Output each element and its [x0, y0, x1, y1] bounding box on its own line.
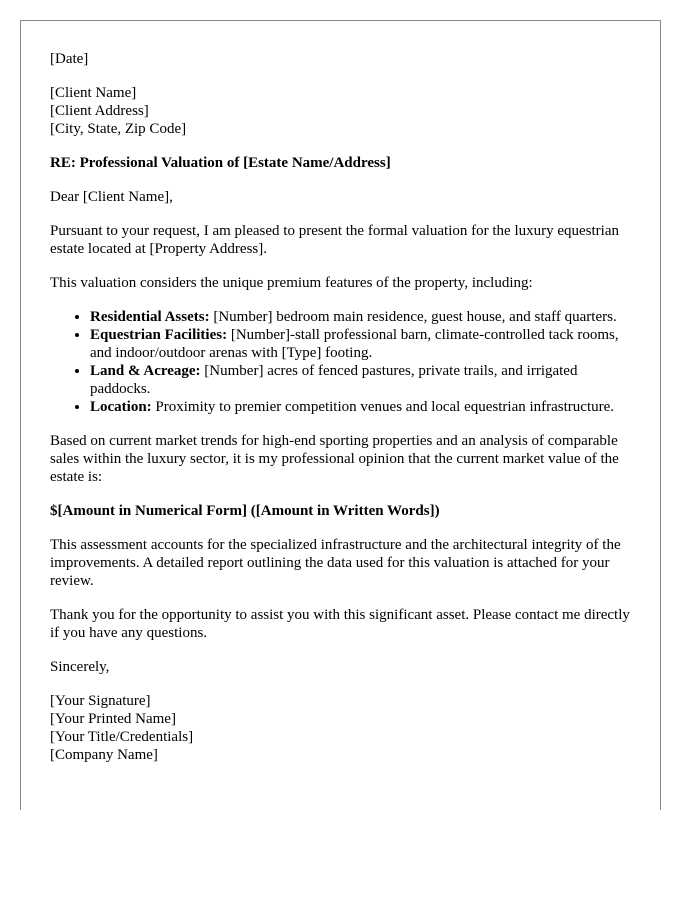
feature-text: [Number] bedroom main residence, guest house, and staff quarters.: [209, 309, 617, 325]
salutation: Dear [Client Name],: [50, 189, 173, 205]
letter-body: [50, 50, 640, 764]
list-item: [90, 362, 640, 398]
feature-term: Equestrian Facilities:: [90, 327, 228, 343]
signature-line: [Your Signature]: [50, 693, 151, 709]
feature-text: [Number] acres of fenced pastures, private trails, and irrigated paddocks.: [90, 363, 578, 397]
feature-term: Land & Acreage:: [90, 363, 201, 379]
features-intro: This valuation considers the unique premium features of the property, including:: [50, 275, 533, 291]
feature-text: [Number]-stall professional barn, climate-controlled tack rooms, and indoor/outdoor arenas with [Type] footing.: [90, 327, 619, 361]
company-name: [Company Name]: [50, 747, 158, 763]
letter-date: [Date]: [50, 51, 89, 67]
feature-term: Residential Assets:: [90, 309, 210, 325]
title-credentials: [Your Title/Credentials]: [50, 729, 194, 745]
recipient-address: [Client Address]: [50, 103, 149, 119]
market-analysis-paragraph: Based on current market trends for high-end sporting properties and an analysis of comparable sales within the luxury sector, it is my professional opinion that the current market value of the estate is:: [50, 433, 619, 485]
signature-block: [50, 692, 640, 764]
letter-page: [20, 20, 661, 810]
list-item: [90, 398, 640, 416]
recipient-name: [Client Name]: [50, 85, 137, 101]
valuation-amount: $[Amount in Numerical Form] ([Amount in Written Words]): [50, 503, 440, 519]
thanks-paragraph: Thank you for the opportunity to assist you with this significant asset. Please contact me directly if you have any questions.: [50, 607, 630, 641]
feature-term: Location:: [90, 399, 152, 415]
recipient-address-block: [50, 84, 640, 138]
closing: Sincerely,: [50, 659, 110, 675]
intro-paragraph: Pursuant to your request, I am pleased to present the formal valuation for the luxury equestrian estate located at [Property Address].: [50, 223, 620, 257]
recipient-city-state-zip: [City, State, Zip Code]: [50, 121, 187, 137]
printed-name: [Your Printed Name]: [50, 711, 176, 727]
features-list: [50, 308, 640, 416]
subject-line: RE: Professional Valuation of [Estate Name/Address]: [50, 155, 391, 171]
assessment-paragraph: This assessment accounts for the specialized infrastructure and the architectural integrity of the improvements. A detailed report outlining the data used for this valuation is attached for your review.: [50, 537, 621, 589]
feature-text: Proximity to premier competition venues and local equestrian infrastructure.: [151, 399, 615, 415]
list-item: [90, 308, 640, 326]
list-item: [90, 326, 640, 362]
